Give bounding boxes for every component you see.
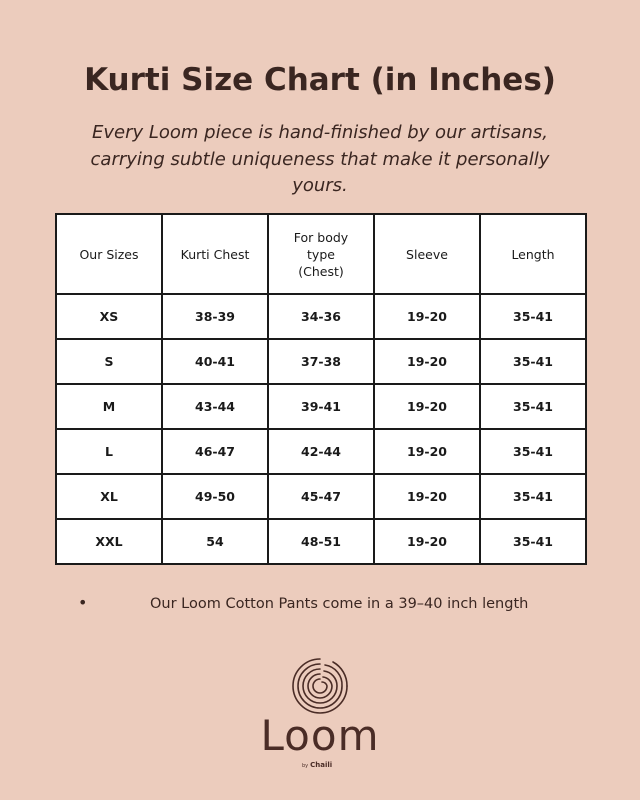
brand-byline xyxy=(302,761,332,769)
header-length: Length xyxy=(480,214,586,294)
pants-length-note xyxy=(0,593,640,617)
cell-length: 35-41 xyxy=(480,339,586,384)
cell-body-chest: 39-41 xyxy=(268,384,374,429)
cell-size: S xyxy=(56,339,162,384)
cell-size: XXL xyxy=(56,519,162,564)
cell-kurti-chest: 49-50 xyxy=(162,474,268,519)
cell-size: XL xyxy=(56,474,162,519)
cell-kurti-chest: 40-41 xyxy=(162,339,268,384)
brand-by-label: by xyxy=(302,763,309,769)
table-row xyxy=(56,294,586,339)
brand-name: Loom xyxy=(260,711,380,760)
cell-length: 35-41 xyxy=(480,384,586,429)
cell-size: L xyxy=(56,429,162,474)
bullet-icon: • xyxy=(78,593,88,612)
cell-body-chest: 48-51 xyxy=(268,519,374,564)
page-subtitle: Every Loom piece is hand-finished by our artisans, carrying subtle uniqueness that make it personally yours. xyxy=(90,122,550,196)
cell-body-chest: 34-36 xyxy=(268,294,374,339)
cell-size: XS xyxy=(56,294,162,339)
cell-sleeve: 19-20 xyxy=(374,519,480,564)
header-kurti-chest: Kurti Chest xyxy=(162,214,268,294)
header-body-type-chest xyxy=(268,214,374,294)
page-title: Kurti Size Chart (in Inches) xyxy=(84,62,556,98)
table-row xyxy=(56,339,586,384)
note-text: Our Loom Cotton Pants come in a 39–40 inch length xyxy=(150,596,529,612)
cell-sleeve: 19-20 xyxy=(374,429,480,474)
cell-length: 35-41 xyxy=(480,294,586,339)
cell-body-chest: 45-47 xyxy=(268,474,374,519)
table-header-row xyxy=(56,214,586,294)
cell-kurti-chest: 54 xyxy=(162,519,268,564)
cell-size: M xyxy=(56,384,162,429)
cell-body-chest: 42-44 xyxy=(268,429,374,474)
table-row xyxy=(56,384,586,429)
table-row xyxy=(56,474,586,519)
brand-parent-name: Chaili xyxy=(310,761,333,769)
cell-sleeve: 19-20 xyxy=(374,384,480,429)
cell-length: 35-41 xyxy=(480,519,586,564)
size-chart-table xyxy=(55,213,587,565)
header-sleeve: Sleeve xyxy=(374,214,480,294)
cell-kurti-chest: 38-39 xyxy=(162,294,268,339)
spiral-logo-icon xyxy=(289,655,351,717)
table-row xyxy=(56,429,586,474)
cell-kurti-chest: 46-47 xyxy=(162,429,268,474)
header-our-sizes: Our Sizes xyxy=(56,214,162,294)
cell-length: 35-41 xyxy=(480,474,586,519)
table-row xyxy=(56,519,586,564)
cell-sleeve: 19-20 xyxy=(374,294,480,339)
cell-sleeve: 19-20 xyxy=(374,474,480,519)
cell-sleeve: 19-20 xyxy=(374,339,480,384)
header-body-type-chest-label: For body type (Chest) xyxy=(293,229,349,279)
cell-kurti-chest: 43-44 xyxy=(162,384,268,429)
cell-body-chest: 37-38 xyxy=(268,339,374,384)
cell-length: 35-41 xyxy=(480,429,586,474)
